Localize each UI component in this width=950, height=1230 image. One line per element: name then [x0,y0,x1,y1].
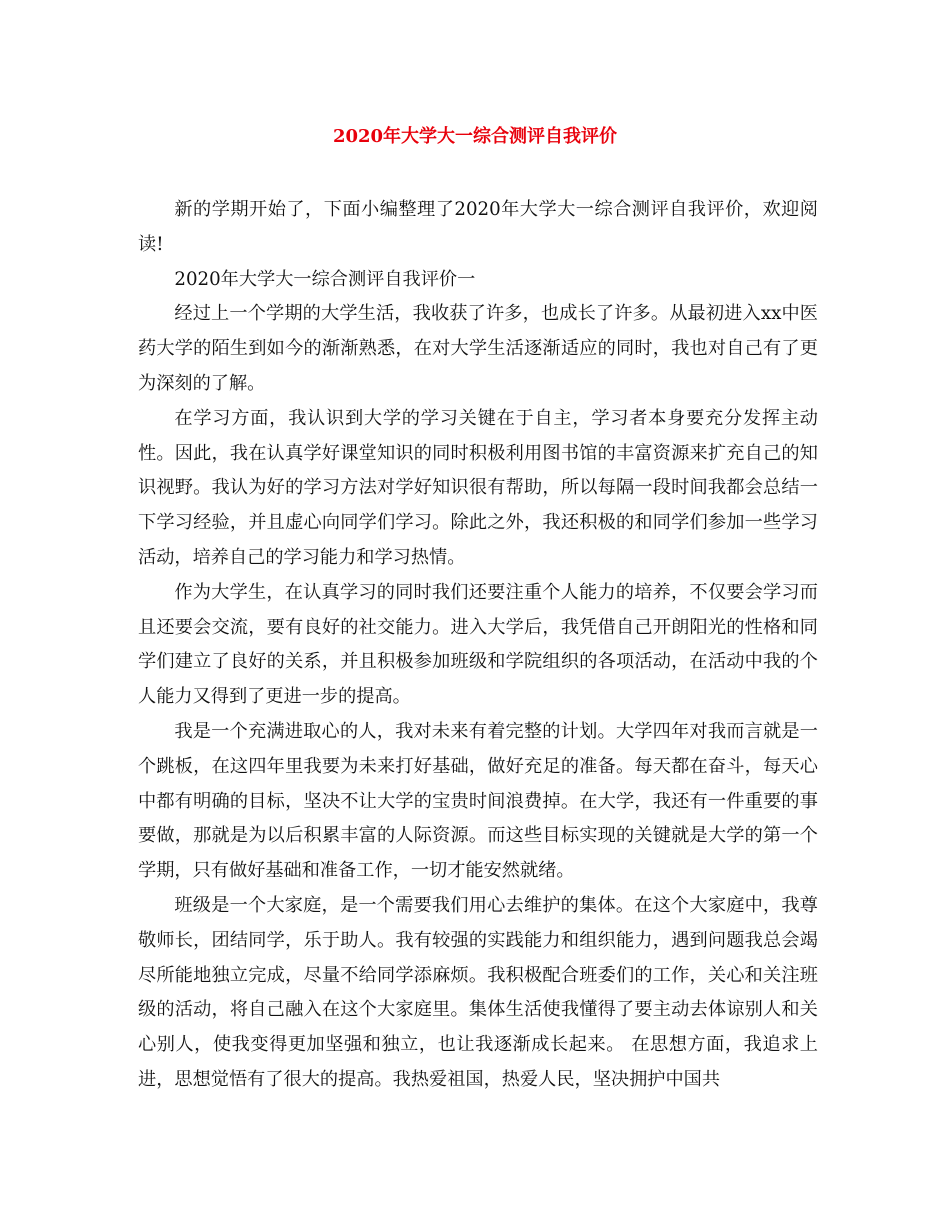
paragraph-4: 我是一个充满进取心的人，我对未来有着完整的计划。大学四年对我而言就是一个跳板，在这四年里我要为未来打好基础，做好充足的准备。每天都在奋斗，每天心中都有明确的目标，坚决不让大学的宝贵时间浪费掉。在大学，我还有一件重要的事要做，那就是为以后积累丰富的人际资源。而这些目标实现的关键就是大学的第一个学期，只有做好基础和准备工作，一切才能安然就绪。 [138,720,818,882]
document-title: 2020年大学大一综合测评自我评价 [332,126,618,147]
paragraph-5: 班级是一个大家庭，是一个需要我们用心去维护的集体。在这个大家庭中，我尊敬师长，团结同学，乐于助人。我有较强的实践能力和组织能力，遇到问题我总会竭尽所能地独立完成，尽量不给同学添麻烦。我积极配合班委们的工作，关心和关注班级的活动，将自己融入在这个大家庭里。集体生活使我懂得了要主动去体谅别人和关心别人，使我变得更加坚强和独立，也让我逐渐成长起来。 在思想方面，我追求上进，思想觉悟有了很大的提高。我热爱祖国，热爱人民，坚决拥护中国共 [138,894,818,1090]
paragraph-intro: 新的学期开始了，下面小编整理了2020年大学大一综合测评自我评价，欢迎阅读! [138,199,818,255]
paragraph-3: 作为大学生，在认真学习的同时我们还要注重个人能力的培养，不仅要会学习而且还要会交流，要有良好的社交能力。进入大学后，我凭借自己开朗阳光的性格和同学们建立了良好的关系，并且积极参加班级和学院组织的各项活动，在活动中我的个人能力又得到了更进一步的提高。 [138,581,818,708]
paragraph-2: 在学习方面，我认识到大学的学习关键在于自主，学习者本身要充分发挥主动性。因此，我在认真学好课堂知识的同时积极利用图书馆的丰富资源来扩充自己的知识视野。我认为好的学习方法对学好知识很有帮助，所以每隔一段时间我都会总结一下学习经验，并且虚心向同学们学习。除此之外，我还积极的和同学们参加一些学习活动，培养自己的学习能力和学习热情。 [138,407,818,568]
document-body [138,193,818,1098]
section-heading: 2020年大学大一综合测评自我评价一 [174,268,476,290]
paragraph-1: 经过上一个学期的大学生活，我收获了许多，也成长了许多。从最初进入xx中医药大学的陌生到如今的渐渐熟悉，在对大学生活逐渐适应的同时，我也对自己有了更为深刻的了解。 [138,303,818,394]
